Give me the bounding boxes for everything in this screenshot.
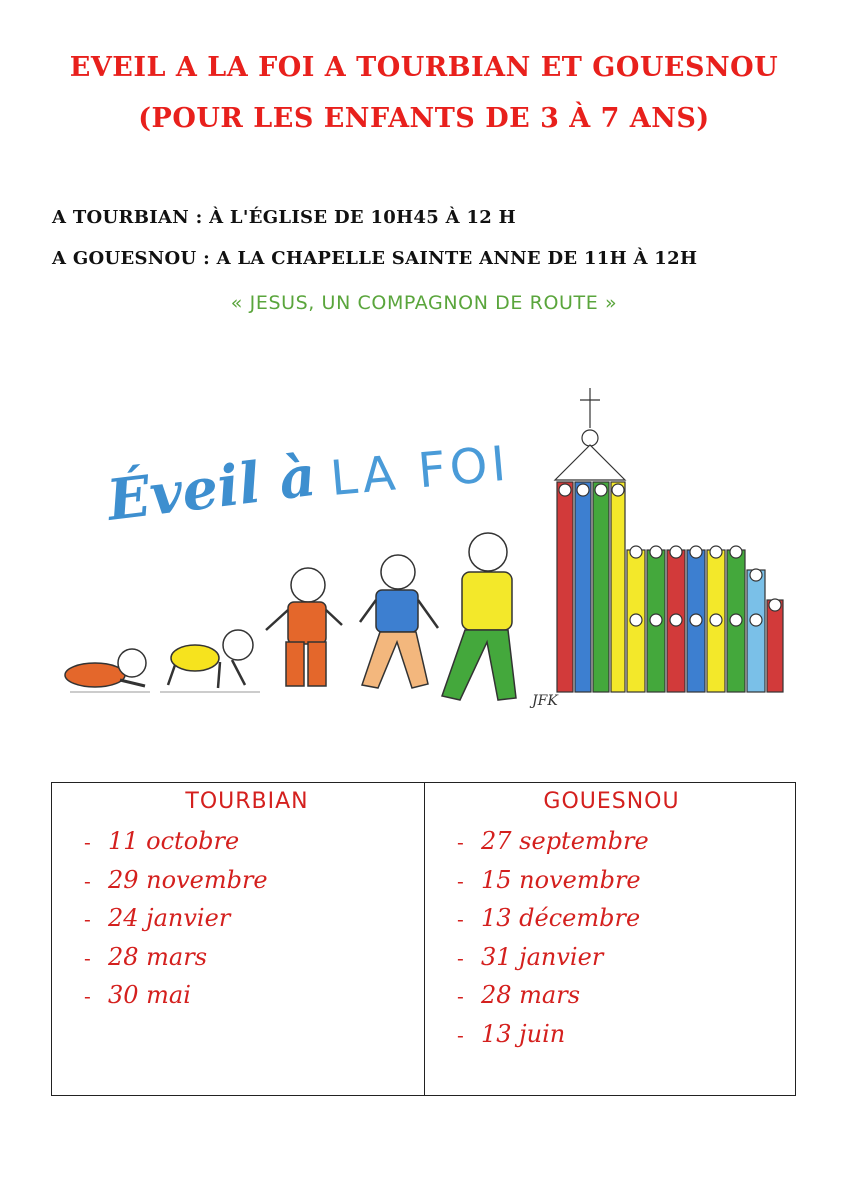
gouesnou-column xyxy=(424,783,796,1095)
dash: - xyxy=(457,945,464,970)
date: 24 janvier xyxy=(108,904,231,933)
tourbian-dates xyxy=(84,827,268,1020)
list-item xyxy=(457,827,649,866)
page-title-line-2: (POUR LES ENFANTS DE 3 À 7 ANS) xyxy=(138,103,710,134)
child-blue-figure xyxy=(360,555,438,688)
date: 13 décembre xyxy=(481,904,641,933)
artist-signature: JFK xyxy=(532,693,558,709)
dash: - xyxy=(84,830,91,854)
dash: - xyxy=(457,830,464,854)
list-item xyxy=(84,866,268,905)
date: 29 novembre xyxy=(108,865,268,894)
list-item xyxy=(457,1020,649,1059)
list-item xyxy=(457,866,649,905)
tourbian-heading: TOURBIAN xyxy=(185,789,309,814)
date: 28 mars xyxy=(108,942,208,971)
list-item xyxy=(84,904,268,943)
calendar-table xyxy=(51,782,796,1096)
date: 15 novembre xyxy=(481,865,641,894)
gouesnou-dates xyxy=(457,827,649,1059)
dash: - xyxy=(84,945,91,970)
list-item xyxy=(457,943,649,982)
tourbian-column xyxy=(52,783,424,1095)
logo-text-la-foi: LA FOI xyxy=(328,435,512,507)
date: 13 juin xyxy=(481,1019,566,1048)
eveil-a-la-foi-illustration xyxy=(50,380,810,720)
date: 30 mai xyxy=(108,981,191,1010)
motto: « JESUS, UN COMPAGNON DE ROUTE » xyxy=(230,292,618,314)
schedule-tourbian: A TOURBIAN : À L'ÉGLISE DE 10H45 À 12 H xyxy=(52,207,516,228)
child-yellow-figure xyxy=(442,533,516,700)
list-item xyxy=(84,981,268,1020)
dash: - xyxy=(457,868,464,893)
date: 28 mars xyxy=(481,981,581,1010)
dash: - xyxy=(84,868,91,893)
dash: - xyxy=(84,907,91,932)
schedule-gouesnou: A GOUESNOU : A LA CHAPELLE SAINTE ANNE DE 11H À 12H xyxy=(52,248,698,269)
date: 27 septembre xyxy=(481,827,649,855)
child-orange-figure xyxy=(266,568,342,686)
church-of-children-figure xyxy=(555,388,783,692)
date: 11 octobre xyxy=(108,827,240,855)
dash: - xyxy=(457,1022,464,1047)
list-item xyxy=(457,904,649,943)
page-title-line-1: EVEIL A LA FOI A TOURBIAN ET GOUESNOU xyxy=(69,52,779,83)
dash: - xyxy=(457,984,464,1009)
list-item xyxy=(457,981,649,1020)
toddler-crawling-figure xyxy=(168,630,253,688)
gouesnou-heading: GOUESNOU xyxy=(543,789,680,814)
list-item xyxy=(84,943,268,982)
dash: - xyxy=(457,907,464,932)
list-item xyxy=(84,827,268,866)
dash: - xyxy=(84,984,91,1009)
date: 31 janvier xyxy=(481,942,604,971)
logo-text-eveil: Éveil à xyxy=(103,442,320,534)
baby-crawling-figure xyxy=(65,649,146,687)
